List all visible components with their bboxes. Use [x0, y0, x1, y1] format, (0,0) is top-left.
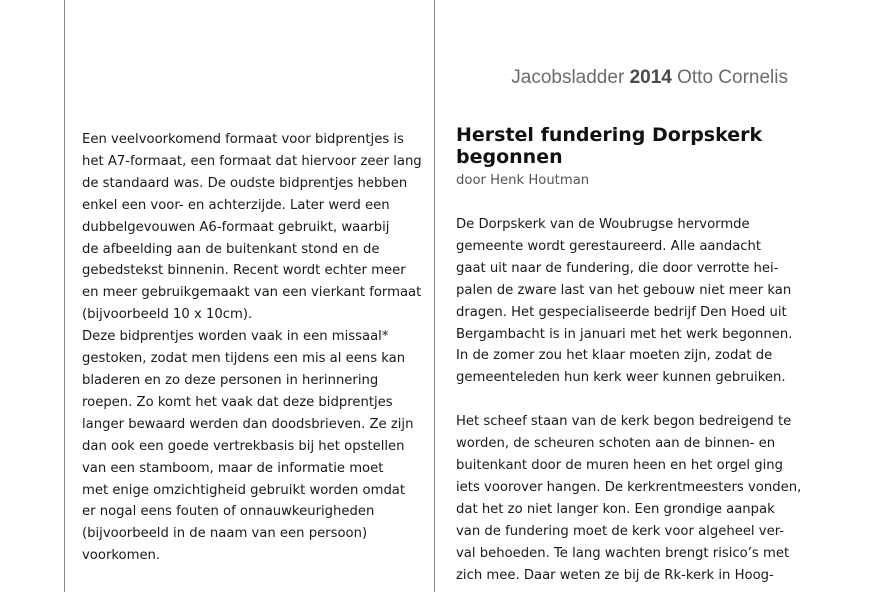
text-line: enkel een voor- en achterzijde. Later werd een [82, 197, 390, 213]
text-line: dat het zo niet langer kon. Een grondige aanpak [456, 501, 775, 517]
text-line: voorkomen. [82, 548, 161, 564]
article [456, 124, 802, 587]
text-line: palen de zware last van het gebouw niet meer kan [456, 282, 792, 298]
text-line: en meer gebruikgemaakt van een vierkant formaat [82, 285, 422, 301]
text-line: Het scheef staan van de kerk begon bedreigend te [456, 414, 792, 430]
text-line: de afbeelding aan de buitenkant stond en de [82, 241, 380, 257]
text-line: bladeren en zo deze personen in herinnering [82, 372, 379, 388]
text-line: gemeente wordt gerestaureerd. Alle aandacht [456, 238, 762, 254]
text-line: In de zomer zou het klaar moeten zijn, zodat de [456, 348, 773, 364]
text-line: gebedstekst binnenin. Recent wordt echter meer [82, 263, 406, 279]
text-line: gaat uit naar de fundering, die door verrotte hei- [456, 260, 779, 276]
text-line: Herstel fundering Dorpskerk [456, 124, 763, 146]
text-line: buitenkant door de muren heen en het orgel ging [456, 458, 784, 474]
text-line: met enige omzichtigheid gebruikt worden omdat [82, 482, 406, 498]
text-line: (bijvoorbeeld in de naam van een persoon) [82, 526, 368, 542]
text-line: begonnen [456, 146, 563, 168]
text-line: de standaard was. De oudste bidprentjes hebben [82, 175, 408, 191]
text-line: iets voorover hangen. De kerkrentmeesters vonden, [456, 479, 802, 495]
text-line: roepen. Zo komt het vaak dat deze bidprentjes [82, 394, 393, 410]
text-line: dubbelgevouwen A6-formaat gebruikt, waarbij [82, 219, 390, 235]
text-line: van een stamboom, maar de informatie moet [82, 460, 384, 476]
text-line: De Dorpskerk van de Woubrugse hervormde [456, 217, 750, 232]
page-header [511, 67, 788, 89]
text-line: zich mee. Daar weten ze bij de Rk-kerk in Hoog- [456, 567, 774, 583]
text-line: langer bewaard werden dan doodsbrieven. Ze zijn [82, 416, 414, 432]
text-line: dragen. Het gespecialiseerde bedrijf Den Hoed uit [456, 304, 787, 320]
text-line: dan ook een goede vertrekbasis bij het opstellen [82, 438, 405, 454]
article-title [456, 124, 792, 168]
text-line: er nogal eens fouten of onnauwkeurigheden [82, 504, 375, 520]
article-paragraph-2 [456, 411, 802, 586]
left-margin-rule [64, 0, 65, 592]
text-line: het A7-formaat, een formaat dat hiervoor zeer lang [82, 153, 422, 169]
left-column [82, 129, 422, 567]
column-divider [434, 0, 435, 592]
text-line: gestoken, zodat men tijdens een mis al eens kan [82, 351, 406, 367]
header-year: 2014 [629, 67, 672, 88]
text-line: van de fundering moet de kerk voor algeheel ver- [456, 523, 785, 539]
text-line: worden, de scheuren schoten aan de binnen- en [456, 436, 776, 452]
article-paragraph-1 [456, 214, 792, 389]
text-line: Bergambacht is in januari met het werk begonnen. [456, 326, 793, 342]
header-author: Otto Cornelis [677, 67, 788, 88]
text-line: Deze bidprentjes worden vaak in een missaal* [82, 329, 389, 345]
text-line: (bijvoorbeeld 10 x 10cm). [82, 307, 253, 323]
article-byline: door Henk Houtman [456, 173, 590, 188]
text-line: gemeenteleden hun kerk weer kunnen gebruiken. [456, 370, 786, 386]
header-name: Jacobsladder [511, 67, 625, 88]
text-line: val behoeden. Te lang wachten brengt risico’s met [456, 545, 790, 561]
text-line: Een veelvoorkomend formaat voor bidprentjes is [82, 132, 404, 147]
